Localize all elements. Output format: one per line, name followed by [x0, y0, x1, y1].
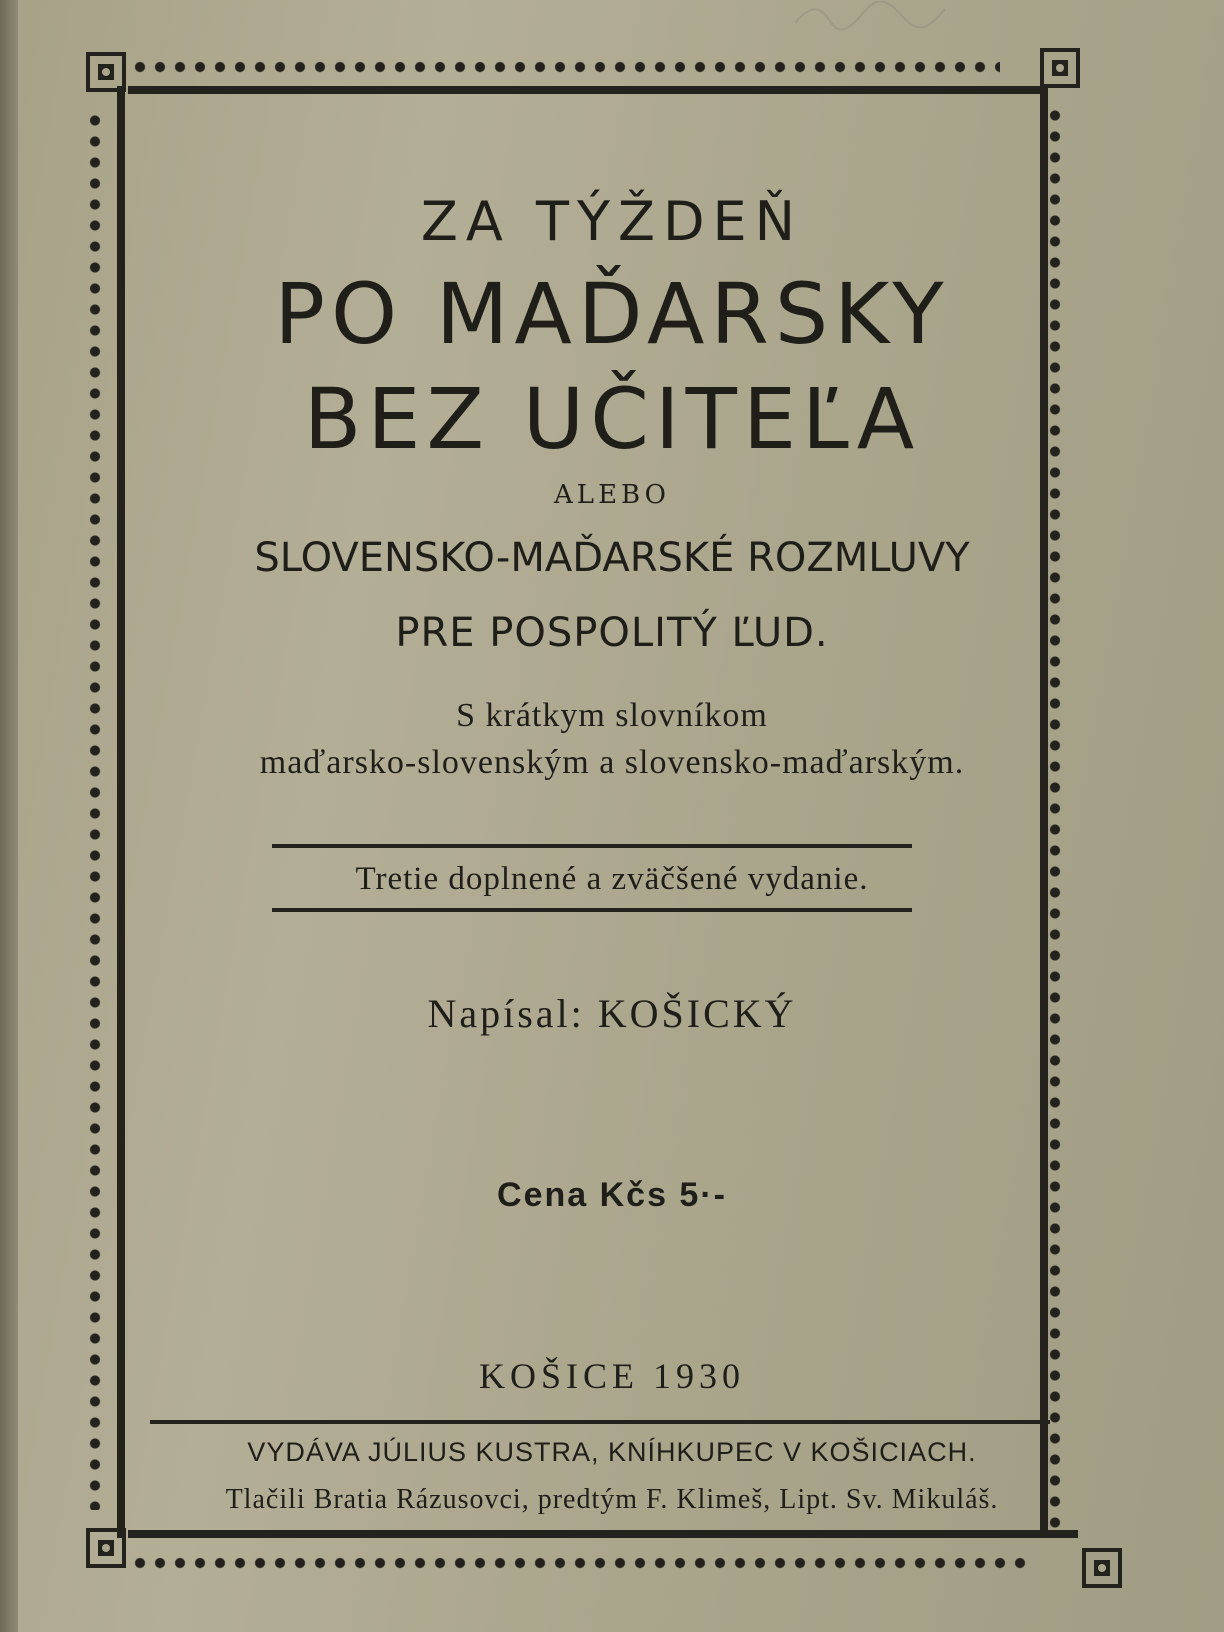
edition-note: Tretie doplnené a zväčšené vydanie.	[355, 861, 869, 897]
subtitle-line-1: SLOVENSKO-MAĎARSKÉ ROZMLUVY	[254, 535, 970, 581]
subtitle-line-2: PRE POSPOLITÝ ĽUD.	[395, 610, 829, 656]
publisher-line: VYDÁVA JÚLIUS KUSTRA, KNÍHKUPEC V KOŠICIACH.	[247, 1437, 977, 1467]
title-line-1: ZA TÝŽDEŇ	[420, 190, 804, 253]
edition-rule-top	[272, 844, 912, 848]
corner-ornament-icon	[86, 52, 126, 92]
corner-ornament-icon	[1082, 1548, 1122, 1588]
corner-ornament-icon	[1040, 48, 1080, 88]
bottom-dot-border	[130, 1556, 1030, 1570]
conjunction: ALEBO	[554, 480, 670, 510]
price-label: Cena Kčs 5·-	[497, 1176, 727, 1214]
edition-rule-bottom	[272, 908, 912, 912]
place-and-year: KOŠICE 1930	[478, 1356, 745, 1396]
corner-ornament-icon	[86, 1528, 126, 1568]
printer-line: Tlačili Bratia Rázusovci, predtým F. Klimeš, Lipt. Sv. Mikuláš.	[225, 1484, 999, 1515]
pencil-signature	[790, 0, 950, 30]
top-rule	[128, 86, 1048, 94]
dictionary-line-1: S krátkym slovníkom	[456, 697, 768, 734]
dictionary-line-2: maďarsko-slovenským a slovensko-maďarským.	[259, 744, 965, 781]
top-dot-border	[130, 60, 1000, 74]
bottom-rule	[128, 1530, 1078, 1538]
title-line-3: BEZ UČITEĽA	[303, 370, 921, 468]
title-line-2: PO MAĎARSKY	[274, 265, 950, 363]
publisher-rule	[150, 1420, 1050, 1424]
author-line: Napísal: KOŠICKÝ	[427, 991, 797, 1036]
